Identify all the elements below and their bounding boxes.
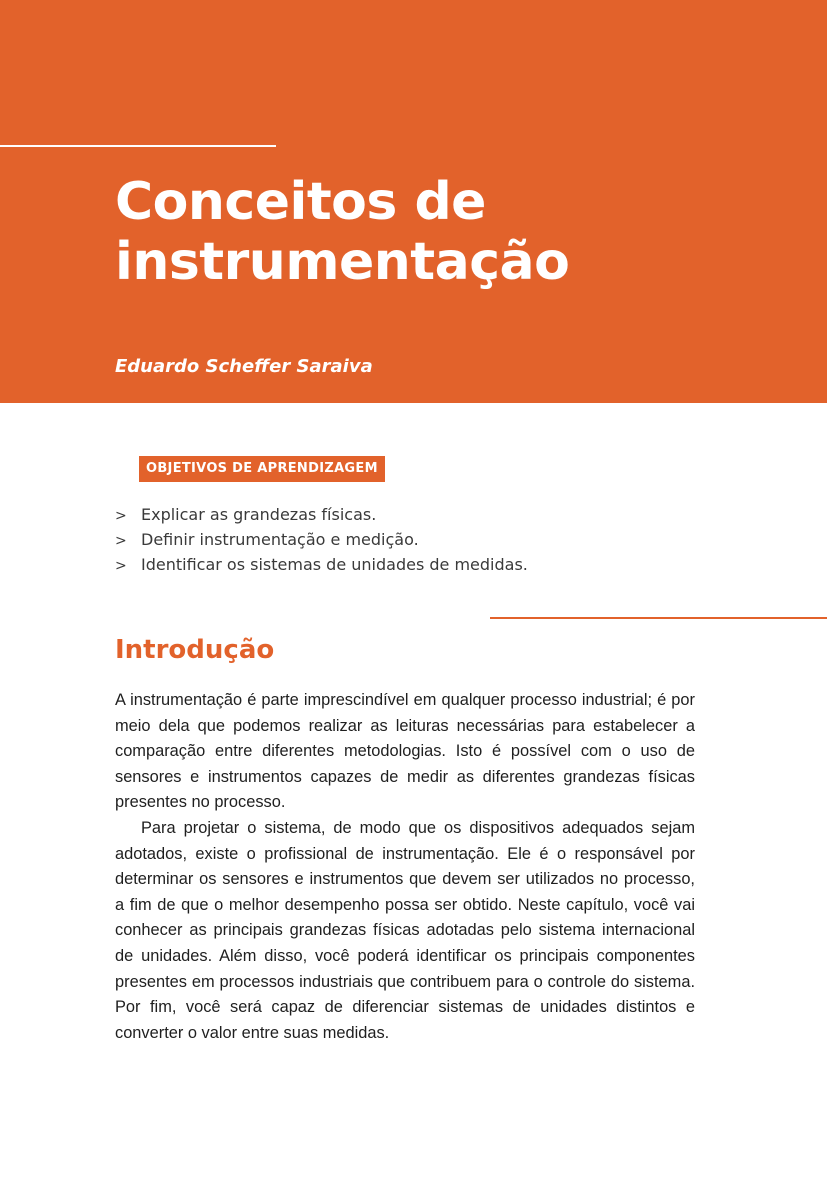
header-divider (0, 145, 276, 147)
chapter-title-line-2: instrumentação (115, 232, 570, 292)
objective-item (115, 502, 528, 527)
objective-text: Explicar as grandezas físicas. (141, 505, 377, 524)
section-body (115, 688, 695, 1046)
paragraph: A instrumentação é parte imprescindível em qualquer processo industrial; é por meio dela que podemos realizar as leituras necessárias para estabelecer a comparação entre diferentes metodologias. Isto é possível com o uso de sensores e instrumentos capazes de medir as diferentes grandezas físicas presentes no processo. (115, 691, 695, 812)
section-divider (490, 617, 827, 619)
objective-item (115, 552, 528, 577)
objectives-label: OBJETIVOS DE APRENDIZAGEM (139, 456, 385, 482)
objective-text: Identificar os sistemas de unidades de medidas. (141, 555, 528, 574)
chevron-right-icon: > (115, 508, 127, 524)
section-title: Introdução (115, 635, 275, 665)
chevron-right-icon: > (115, 558, 127, 574)
paragraph: Para projetar o sistema, de modo que os dispositivos adequados sejam adotados, existe o profissional de instrumentação. Ele é o responsável por determinar os sensores e instrumentos que devem ser utilizados no processo, a fim de que o melhor desempenho possa ser obtido. Neste capítulo, você vai conhecer as principais grandezas físicas adotadas pelo sistema internacional de unidades. Além disso, você poderá identificar os principais componentes presentes em processos industriais que contribuem para o controle do sistema. Por fim, você será capaz de diferenciar sistemas de unidades distintos e converter o valor entre suas medidas. (115, 818, 695, 1042)
chapter-title-line-1: Conceitos de (115, 172, 486, 232)
objective-text: Definir instrumentação e medição. (141, 530, 419, 549)
objective-item (115, 527, 528, 552)
objectives-list (115, 502, 528, 577)
chapter-title (115, 172, 795, 292)
author-name: Eduardo Scheffer Saraiva (115, 356, 373, 377)
chapter-header-band (0, 0, 827, 403)
chevron-right-icon: > (115, 533, 127, 549)
